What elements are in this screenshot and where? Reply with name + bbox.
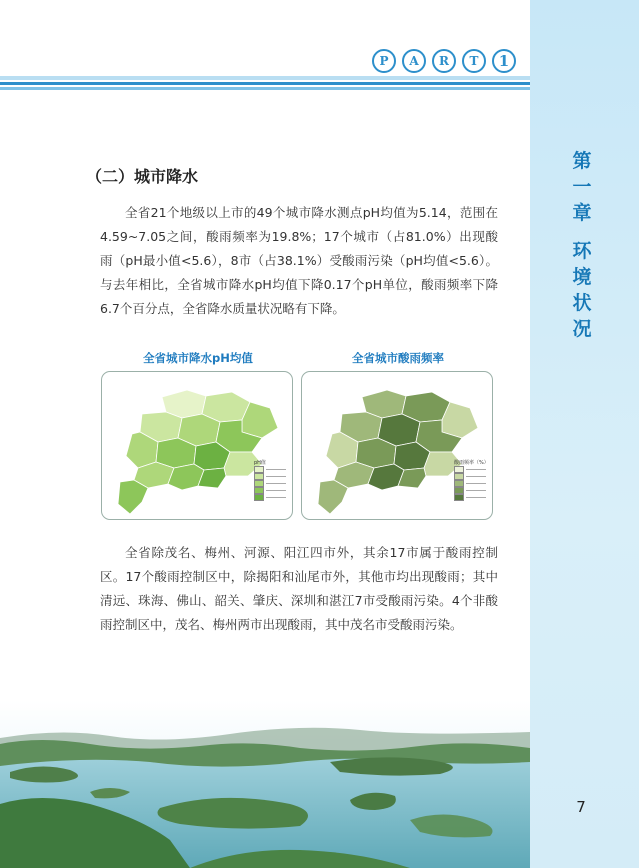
map-region [118,480,148,514]
chapter-char: 状 [572,292,592,314]
map-region [242,402,278,438]
chapter-char: 环 [572,240,592,262]
map-legend [254,459,288,501]
legend-swatch [454,480,464,487]
legend-swatch [254,473,264,480]
chapter-title [562,148,602,342]
legend-swatch [254,494,264,501]
chapter-char: 境 [572,266,592,288]
legend-swatch [254,487,264,494]
map-acid-rain-frequency [301,371,493,520]
lake-scenery-image [0,700,530,868]
legend-title: pH值 [254,460,266,466]
legend-swatch [254,480,264,487]
legend-swatch [454,466,464,473]
page-number: 7 [576,798,586,816]
paragraph: 全省21个地级以上市的49个城市降水测点pH均值为5.14，范围在4.59~7.05之间，酸雨频率为19.8%；17个城市（占81.0%）出现酸雨（pH最小值<5.6），8市（占38.1%）受酸雨污染（pH均值<5.6）。与去年相比，全省城市降水pH均值下降0.17个pH单位，酸雨频率下降6.7个百分点，全省降水质量状况略有下降。 [100,205,498,316]
part-letter-badge: A [402,49,426,73]
legend-title: 酸雨频率（%） [454,460,489,466]
map-ph-average [101,371,293,520]
part-letter-badge: P [372,49,396,73]
part-number-badge: 1 [492,49,516,73]
legend-swatch [454,473,464,480]
legend-swatch [454,487,464,494]
map-region [318,480,348,514]
map-legend [454,459,488,501]
chapter-sidebar [530,0,639,868]
chapter-char: 一 [572,176,592,198]
chapter-char: 第 [572,150,592,172]
chapter-char: 况 [572,318,592,340]
part-letter-badge: R [432,49,456,73]
map-caption-ph: 全省城市降水pH均值 [143,351,253,365]
map-caption-acid-rain: 全省城市酸雨频率 [352,351,444,365]
part-letter-badge: T [462,49,486,73]
legend-swatch [254,466,264,473]
section-title: （二）城市降水 [86,167,199,186]
chapter-char: 章 [572,202,592,224]
header-rule [0,76,530,92]
legend-swatch [454,494,464,501]
paragraph: 全省除茂名、梅州、河源、阳江四市外，其余17市属于酸雨控制区。17个酸雨控制区中，除揭阳和汕尾市外，其他市均出现酸雨；其中清远、珠海、佛山、韶关、肇庆、深圳和湛江7市受酸雨污染。4个非酸雨控制区中，茂名、梅州两市出现酸雨，其中茂名市受酸雨污染。 [100,545,498,632]
map-region [442,402,478,438]
part-badges [372,48,516,74]
